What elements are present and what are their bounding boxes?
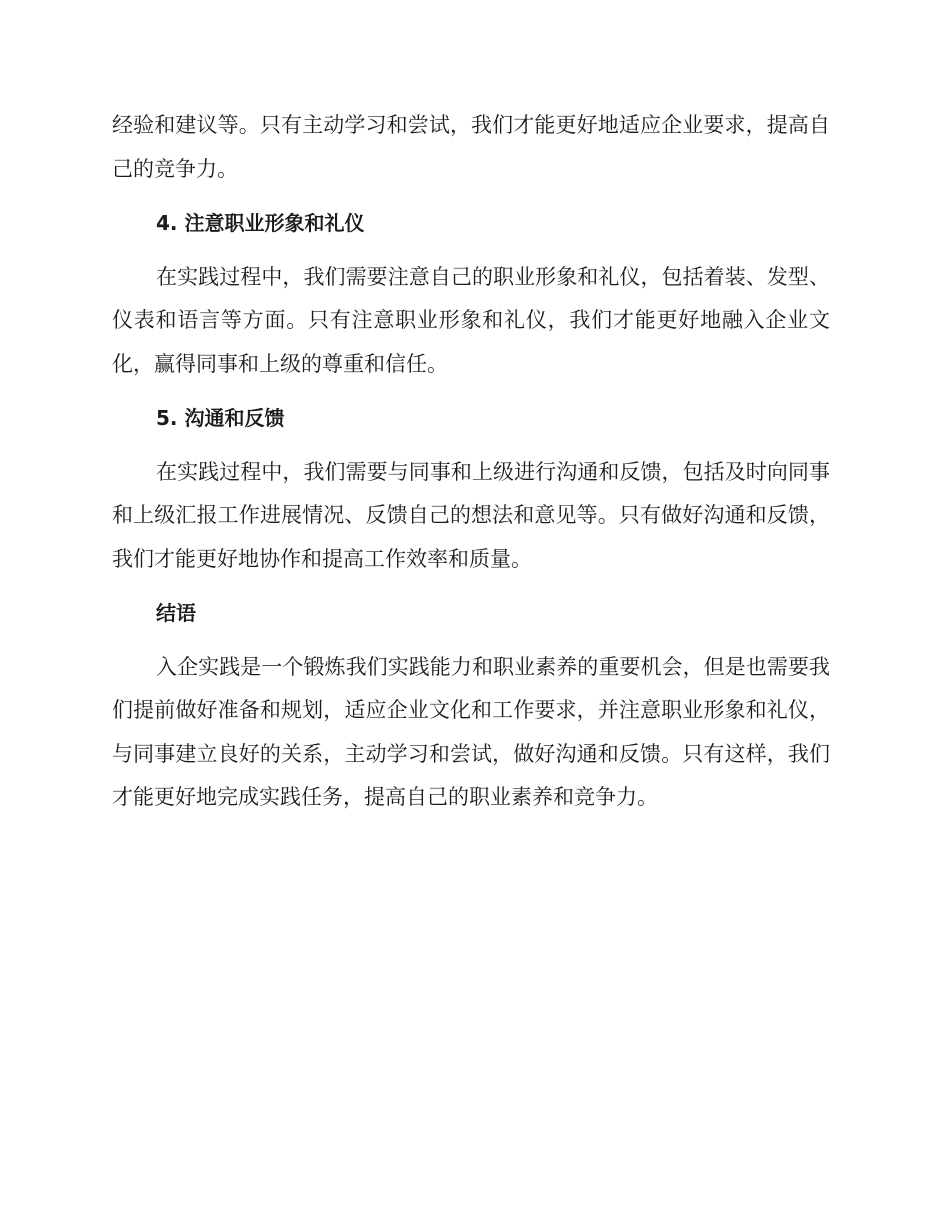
section-heading-communication: 5. 沟通和反馈	[156, 405, 285, 430]
continuation-paragraph: 经验和建议等。只有主动学习和尝试，我们才能更好地适应企业要求，提高自己的竞争力。	[112, 113, 830, 181]
section-heading-professional-image: 4. 注意职业形象和礼仪	[156, 210, 365, 235]
section-body-communication: 在实践过程中，我们需要与同事和上级进行沟通和反馈，包括及时向同事和上级汇报工作进展情况、反馈自己的想法和意见等。只有做好沟通和反馈，我们才能更好地协作和提高工作效率和质量。	[112, 459, 830, 571]
conclusion-heading: 结语	[156, 600, 196, 625]
section-body-professional-image: 在实践过程中，我们需要注意自己的职业形象和礼仪，包括着装、发型、仪表和语言等方面。只有注意职业形象和礼仪，我们才能更好地融入企业文化，赢得同事和上级的尊重和信任。	[112, 264, 830, 376]
conclusion-body: 入企实践是一个锻炼我们实践能力和职业素养的重要机会，但是也需要我们提前做好准备和规划，适应企业文化和工作要求，并注意职业形象和礼仪，与同事建立良好的关系，主动学习和尝试，做好沟通和反馈。只有这样，我们才能更好地完成实践任务，提高自己的职业素养和竞争力。	[112, 654, 830, 809]
document-body	[112, 104, 830, 830]
